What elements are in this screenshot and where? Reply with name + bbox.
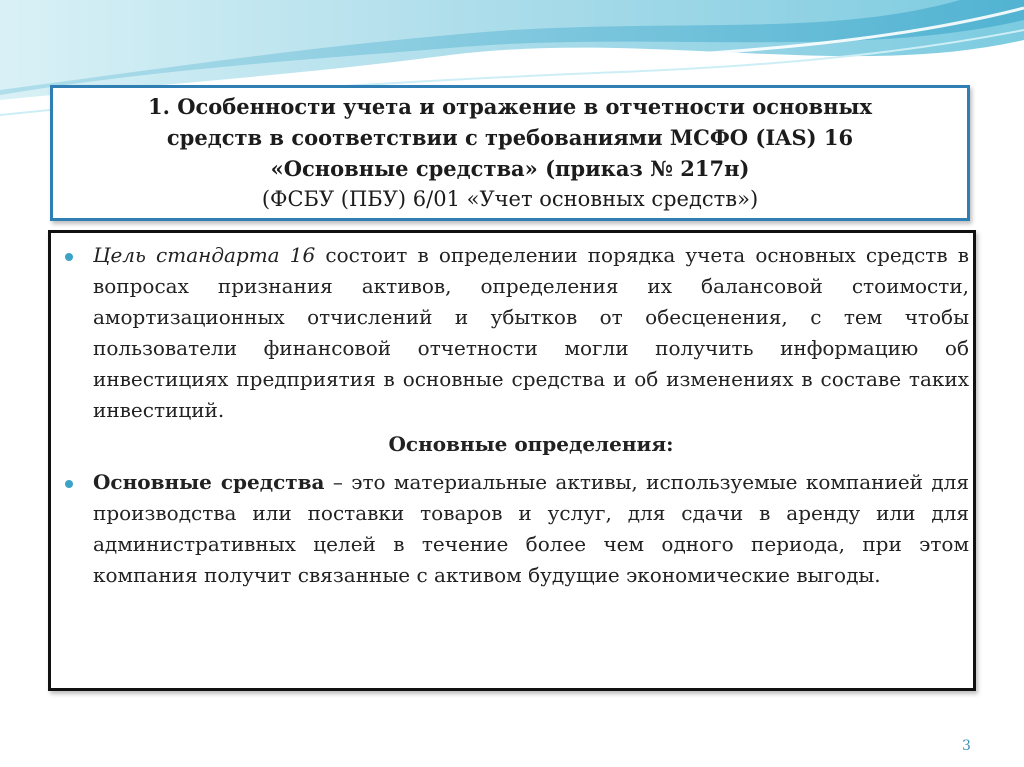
bullet-dot-2	[65, 480, 73, 488]
title-line-3-rest: (приказ № 217н)	[537, 156, 750, 181]
definition-term: Основные средства	[93, 470, 325, 494]
paragraph-definition	[93, 467, 969, 591]
title-box	[50, 85, 970, 221]
definitions-heading: Основные определения:	[388, 432, 674, 456]
page-number: 3	[962, 738, 971, 754]
definition-text: – это материальные активы, используемые компанией для производства или поставки товаров и услуг, для сдачи в аренду или для административных целей в течение более чем одного периода, при этом компания получит связанные с активом будущие экономические выгоды.	[93, 470, 969, 587]
title-line-3	[271, 153, 750, 184]
title-line-4: (ФСБУ (ПБУ) 6/01 «Учет основных средств»)	[261, 187, 759, 211]
goal-text: состоит в определении порядка учета основных средств в вопросах признания активов, определения их балансовой стоимости, амортизационных отчислений и убытков от обесценения, с тем чтобы пользователи финансовой отчетности могли получить информацию об инвестициях предприятия в основные средства и об изменениях в составе таких инвестиций.	[93, 243, 970, 422]
bullet-dot-1	[65, 253, 73, 261]
title-line-3-bold: «Основные средства»	[270, 156, 538, 181]
content-box	[48, 230, 976, 691]
title-line-1: 1. Особенности учета и отражение в отчетности основных	[147, 94, 873, 119]
paragraph-goal	[93, 240, 969, 426]
title-line-2: средств в соответствии с требованиями МСФО (IAS) 16	[166, 125, 854, 150]
goal-label: Цель стандарта 16	[93, 243, 316, 267]
